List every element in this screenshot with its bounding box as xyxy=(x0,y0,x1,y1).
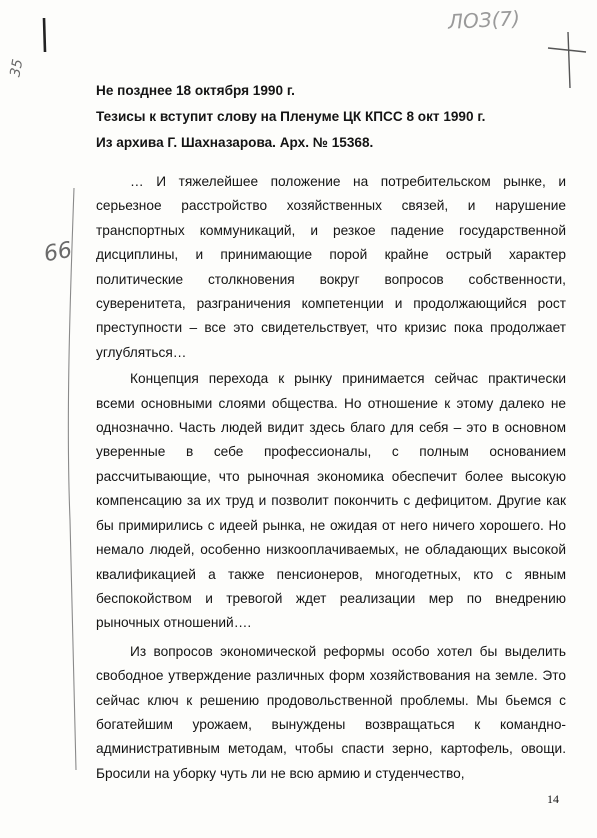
paragraph: Концепция перехода к рынку принимается сейчас практически всеми основными слоями общества. Но отношение к этому далеко не однозначно. Часть людей видит здесь благо для себя – это в основном уверенные в себе профессионалы, с полным основанием рассчитывающие, что рыночная экономика обеспечит более высокую компенсацию за их труд и позволит покончить с дефицитом. Другие как бы примирились с идеей рынка, не ожидая от него ничего хорошего. Но немало людей, особенно низкооплачиваемых, не обладающих высокой квалификацией а также пенсионеров, многодетных, кто с явным беспокойством и тревогой ждет реализации мер по внедрению рыночных отношений…. xyxy=(96,371,566,631)
header-source: Из архива Г. Шахназарова. Арх. № 15368. xyxy=(96,135,374,150)
margin-bracket-line xyxy=(68,188,76,770)
margin-note-left: 66 xyxy=(42,237,74,268)
scan-artifact-line xyxy=(44,18,45,52)
header-title: Тезисы к вступит слову на Пленуме ЦК КПСС 8 окт 1990 г. xyxy=(96,109,486,124)
document-header xyxy=(96,78,566,156)
archive-mark: ЛОЗ(7) xyxy=(447,6,521,34)
header-date: Не позднее 18 октября 1990 г. xyxy=(96,83,295,98)
page-number: 14 xyxy=(547,792,559,806)
margin-note-top: 35 xyxy=(7,57,27,79)
document-body xyxy=(96,170,566,786)
paragraph: … И тяжелейшее положение на потребительском рынке, и серьезное расстройство хозяйственных связей, и нарушение транспортных коммуникаций, и резкое падение государственной дисциплины, и принимающие порой крайне острый характер политические столкновения вокруг вопросов собственности, суверенитета, разграничения компетенции и продолжающийся рост преступности – все это свидетельствует, что кризис пока продолжает углубляться… xyxy=(96,174,566,360)
paragraph: Из вопросов экономической реформы особо хотел бы выделить свободное утверждение различных форм хозяйствования на земле. Это сейчас ключ к решению продовольственной проблемы. Мы бьемся с богатейшим урожаем, вынуждены возвращаться к командно-административным методам, чтобы спасти зерно, картофель, овощи. Бросили на уборку чуть ли не всю армию и студенчество, xyxy=(96,643,566,781)
